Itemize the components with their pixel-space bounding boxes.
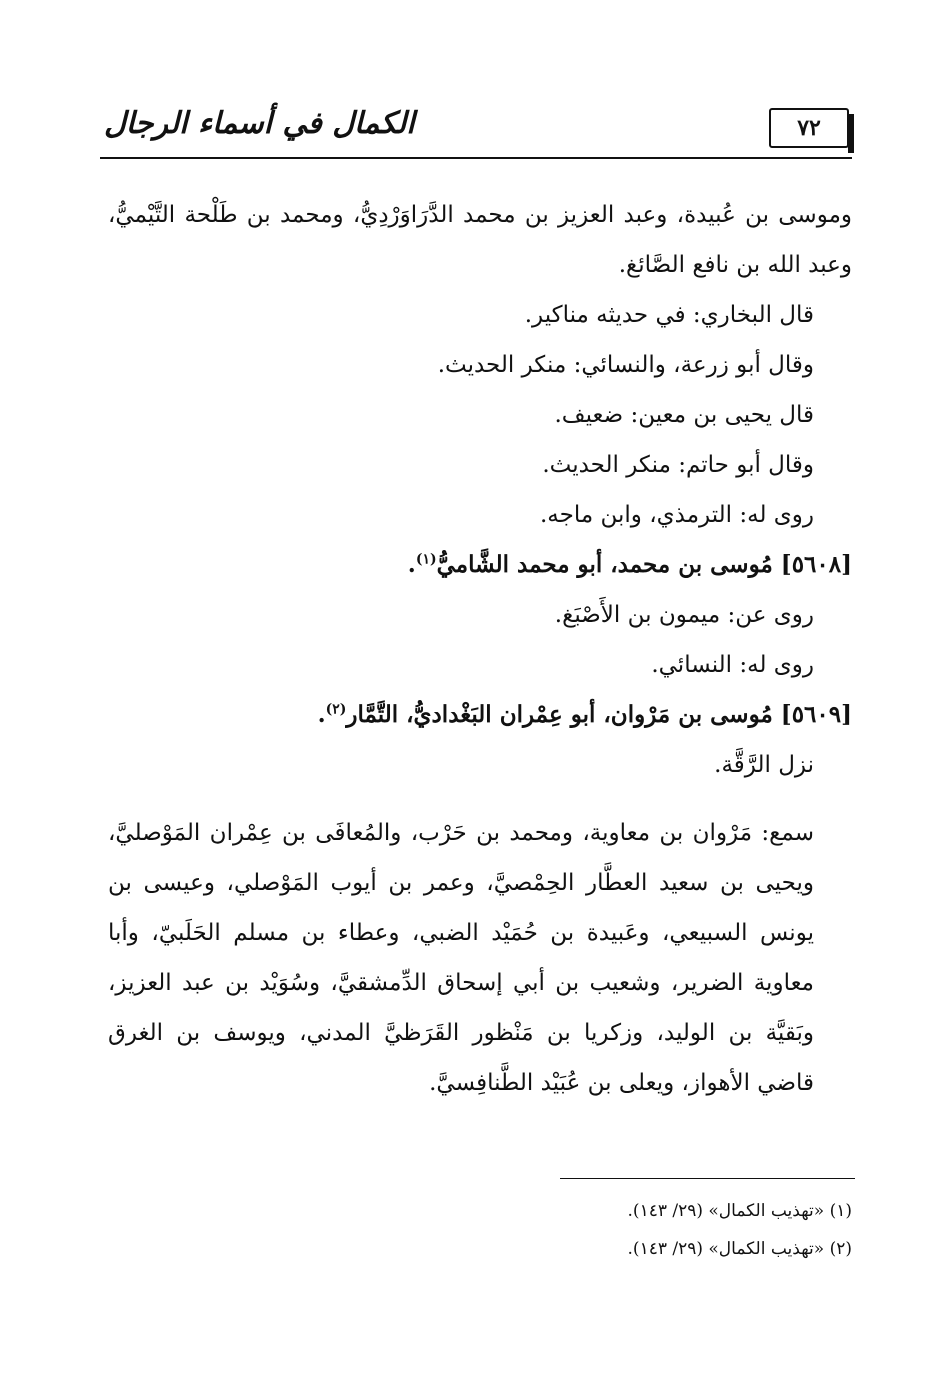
entry-heading-5609 xyxy=(108,690,852,740)
paragraph-heard-from: سمع: مَرْوان بن معاوية، ومحمد بن حَرْب، والمُعافَى بن عِمْران المَوْصليَّ، ويحيى بن سعيد العطَّار الحِمْصيَّ، وعمر بن أيوب المَوْصلي، وعيسى بن يونس السبيعي، وعَبيدة بن حُمَيْد الضبي، وعطاء بن مسلم الحَلَبيّ، وأبا معاوية الضرير، وشعيب بن أبي إسحاق الدِّمشقيَّ، وسُوَيْد بن عبد العزيز، وبَقيَّة بن الوليد، وزكريا بن مَنْظور القَرَظيَّ المدني، ويوسف بن الغرق قاضي الأهواز، ويعلى بن عُبَيْد الطَّنافِسيَّ. xyxy=(108,820,814,1096)
entry-end: . xyxy=(317,701,326,728)
footnote-divider xyxy=(560,1178,855,1179)
line-bukhari: قال البخاري: في حديثه مناكير. xyxy=(524,302,814,328)
entry-name: مُوسى بن مَرْوان، أبو عِمْران البَغْداديُّ، التَّمَّار xyxy=(346,701,773,728)
entry-number: [٥٦٠٩] xyxy=(780,701,852,728)
main-text xyxy=(108,190,852,1108)
entry-end: . xyxy=(407,551,416,578)
page-number xyxy=(769,108,849,148)
line-abu-zura: وقال أبو زرعة، والنسائي: منكر الحديث. xyxy=(437,352,814,378)
footnotes xyxy=(108,1192,852,1268)
paragraph-teachers: وموسى بن عُبيدة، وعبد العزيز بن محمد الدَّرَاوَرْدِيُّ، ومحمد بن طَلْحة التَّيْميُّ، وعبد الله بن نافع الصَّائغ. xyxy=(108,202,852,278)
page-number-text: ٧٢ xyxy=(797,115,821,141)
line-narrated-by: روى له: الترمذي، وابن ماجه. xyxy=(540,502,814,528)
footnote-ref: (٢) xyxy=(325,701,347,718)
footnote-ref: (١) xyxy=(415,551,437,568)
line-settled: نزل الرَّقَّة. xyxy=(714,752,814,778)
page-header xyxy=(100,100,855,160)
line-abu-hatim: وقال أبو حاتم: منكر الحديث. xyxy=(542,452,814,478)
line-yahya: قال يحيى بن معين: ضعيف. xyxy=(554,402,814,428)
entry-number: [٥٦٠٨] xyxy=(780,551,852,578)
footnote-1: (١) «تهذيب الكمال» (٢٩/ ١٤٣). xyxy=(627,1201,852,1221)
line-narrated-by-2: روى له: النسائي. xyxy=(651,652,814,678)
line-narrated-from: روى عن: ميمون بن الأَصْبَغ. xyxy=(554,602,814,628)
header-divider xyxy=(100,157,852,159)
book-title: الكمال في أسماء الرجال xyxy=(104,106,415,141)
entry-heading-5608 xyxy=(108,540,852,590)
footnote-2: (٢) «تهذيب الكمال» (٢٩/ ١٤٣). xyxy=(627,1239,852,1259)
entry-name: مُوسى بن محمد، أبو محمد الشَّاميُّ xyxy=(436,551,773,578)
